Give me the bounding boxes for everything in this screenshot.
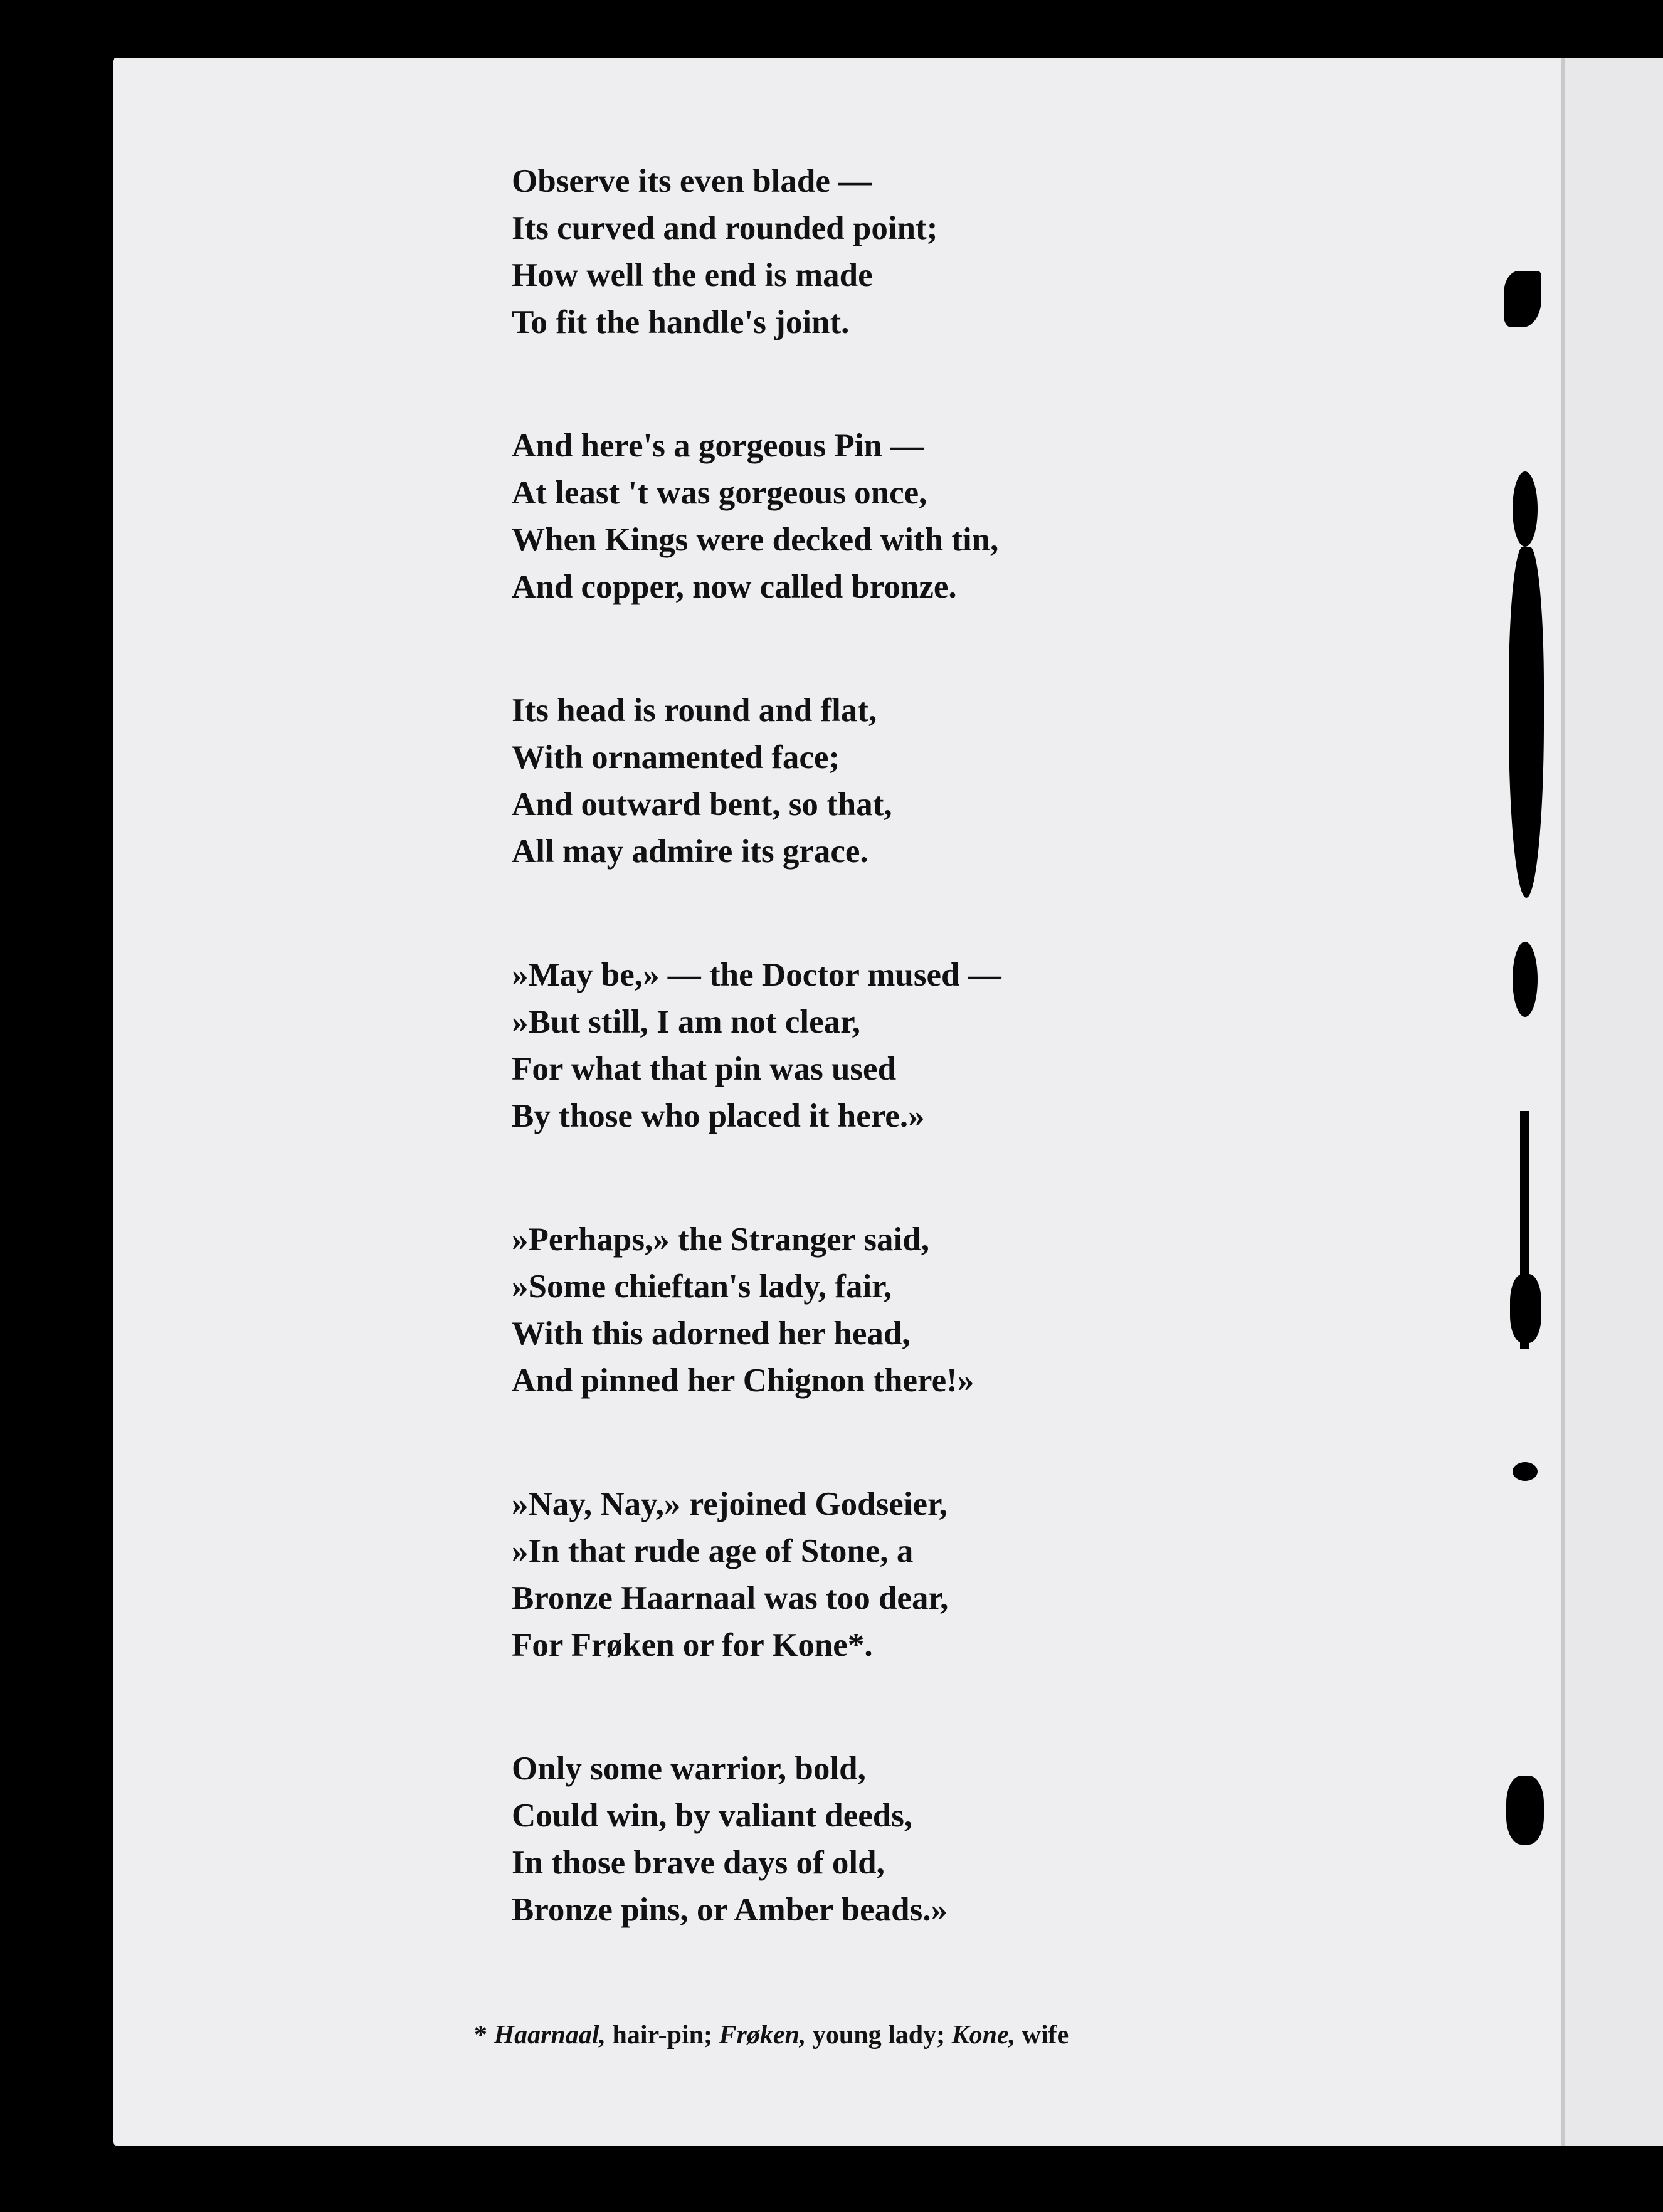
- poem-line: »Nay, Nay,» rejoined Godseier,: [512, 1486, 948, 1522]
- poem-line: With ornamented face;: [512, 739, 840, 776]
- stanza-1: [512, 158, 1264, 346]
- poem-line: When Kings were decked with tin,: [512, 522, 999, 558]
- poem-line: »In that rude age of Stone, a: [512, 1533, 914, 1569]
- stanza-6: [512, 1481, 1264, 1669]
- poem-line: Only some warrior, bold,: [512, 1751, 866, 1787]
- poem-line: How well the end is made: [512, 257, 873, 293]
- poem-line: Its curved and rounded point;: [512, 210, 938, 246]
- footnote-term: Kone,: [951, 2021, 1016, 2050]
- poem-line: Could win, by valiant deeds,: [512, 1798, 913, 1834]
- page-damage: [1510, 1274, 1541, 1343]
- footnote-definition: wife: [1022, 2021, 1069, 2050]
- stanza-2: [512, 423, 1264, 611]
- poem-line: With this adorned her head,: [512, 1315, 911, 1352]
- footnote-term: Frøken,: [719, 2021, 806, 2050]
- footnote-term: Haarnaal,: [494, 2021, 606, 2050]
- footnote-definition: hair-pin;: [612, 2021, 713, 2050]
- poem-line: By those who placed it here.»: [512, 1098, 925, 1134]
- poem-line: Bronze Haarnaal was too dear,: [512, 1580, 949, 1616]
- poem-line: Observe its even blade —: [512, 163, 872, 199]
- page-damage: [1506, 1776, 1544, 1845]
- poem-line: In those brave days of old,: [512, 1845, 885, 1881]
- stanza-7: [512, 1746, 1264, 1934]
- poem-line: Its head is round and flat,: [512, 692, 877, 729]
- page-damage: [1513, 471, 1538, 547]
- page: [113, 58, 1663, 2146]
- poem-line: All may admire its grace.: [512, 833, 868, 870]
- stanza-3: [512, 687, 1264, 875]
- poem-line: »Perhaps,» the Stranger said,: [512, 1221, 929, 1258]
- footnote-marker: *: [474, 2021, 487, 2050]
- poem-line: And pinned her Chignon there!»: [512, 1362, 974, 1399]
- footnote: [474, 2020, 1069, 2050]
- poem-line: And copper, now called bronze.: [512, 569, 957, 605]
- poem-line: For Frøken or for Kone*.: [512, 1627, 873, 1663]
- poem-line: Bronze pins, or Amber beads.»: [512, 1892, 948, 1928]
- footnote-definition: young lady;: [812, 2021, 946, 2050]
- poem-line: »But still, I am not clear,: [512, 1004, 861, 1040]
- poem-line: At least 't was gorgeous once,: [512, 475, 927, 511]
- page-damage: [1513, 942, 1538, 1017]
- poem-line: »Some chieftan's lady, fair,: [512, 1268, 892, 1305]
- poem-line: For what that pin was used: [512, 1051, 897, 1087]
- stanza-5: [512, 1216, 1264, 1404]
- facing-page-edge: [1565, 58, 1663, 2146]
- stanza-4: [512, 952, 1264, 1140]
- page-damage: [1513, 1462, 1538, 1481]
- page-damage: [1509, 547, 1544, 898]
- poem-line: »May be,» — the Doctor mused —: [512, 957, 1001, 993]
- poem-line: And here's a gorgeous Pin —: [512, 428, 924, 464]
- page-damage: [1504, 271, 1541, 327]
- poem-line: And outward bent, so that,: [512, 786, 892, 823]
- poem-line: To fit the handle's joint.: [512, 304, 850, 340]
- poem: [512, 158, 1264, 2010]
